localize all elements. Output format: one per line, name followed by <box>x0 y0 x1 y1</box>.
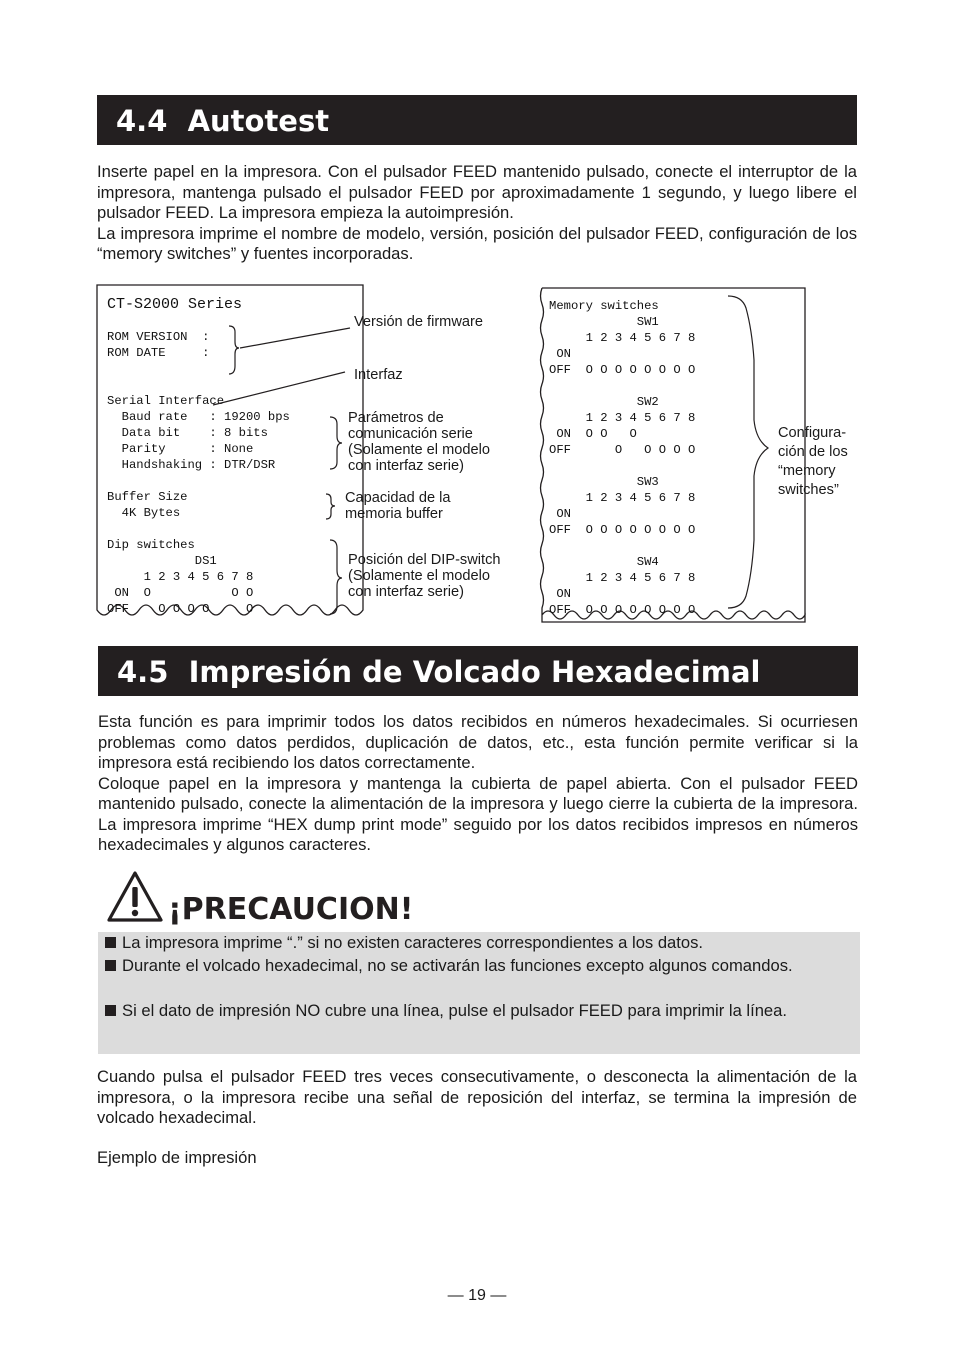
bullet-square-icon <box>105 937 116 948</box>
printout-right-line: SW2 <box>549 395 659 409</box>
printout-left-line: Serial Interface <box>107 394 225 408</box>
hexdump-paragraph-1: Esta función es para imprimir todos los datos recibidos en números hexadecimales. Si ocurriesen problemas como datos perdidos, duplicación de datos, etc., esta función permite verificar si la impresora está recibiendo los datos correctamente. <box>98 712 858 772</box>
printout-right-line: 1 2 3 4 5 6 7 8 <box>549 491 696 505</box>
printout-right-text <box>549 298 695 618</box>
printout-right-line: Memory switches <box>549 299 659 313</box>
hexdump-end-description: Cuando pulsa el pulsador FEED tres veces consecutivamente, o desconecta la alimentación de la impresora, o la impresora recibe una señal de reposición del interfaz, se termina la impresión de volcado hexadecimal. <box>97 1067 857 1127</box>
printout-right-line: 1 2 3 4 5 6 7 8 <box>549 571 696 585</box>
buffer-bracket <box>326 494 335 519</box>
printout-right-line: SW4 <box>549 555 659 569</box>
bullet-square-icon <box>105 960 116 971</box>
printout-right-line <box>549 378 695 394</box>
hexdump-description <box>98 712 858 856</box>
annotation-comm-params: Parámetros de comunicación serie (Solamente el modelo con interfaz serie) <box>348 410 490 474</box>
printout-right-line: 1 2 3 4 5 6 7 8 <box>549 411 696 425</box>
annotation-dip: Posición del DIP-switch (Solamente el modelo con interfaz serie) <box>348 552 501 600</box>
caution-item: Durante el volcado hexadecimal, no se activarán las funciones excepto algunos comandos. <box>98 955 860 978</box>
caution-item: Si el dato de impresión NO cubre una línea, pulse el pulsador FEED para imprimir la línea. <box>98 1000 860 1023</box>
annotation-memsw: Configura- ción de los “memory switches” <box>778 425 848 498</box>
memsw-bracket <box>720 290 780 620</box>
printout-right-line: SW1 <box>549 315 659 329</box>
printout-left-line: Data bit : 8 bits <box>107 426 268 440</box>
autotest-paragraph-2: La impresora imprime el nombre de modelo, versión, posición del pulsador FEED, configuración de los “memory switches” y fuentes incorporadas. <box>97 223 857 263</box>
page-number: — 19 — <box>447 1287 507 1304</box>
printout-left-line: OFF O O O O O <box>107 602 254 616</box>
annotation-firmware: Versión de firmware <box>354 314 483 330</box>
printout-left-line: ROM DATE : <box>107 346 210 360</box>
printout-right-line: OFF O O O O O O O O <box>549 603 696 617</box>
printout-left-line: Dip switches <box>107 538 195 552</box>
annotation-interface: Interfaz <box>354 367 403 383</box>
printout-right-line <box>549 458 695 474</box>
printout-right-line: ON <box>549 347 571 361</box>
printout-left-line: Baud rate : 19200 bps <box>107 410 290 424</box>
printout-right-line: OFF O O O O O O O O <box>549 363 696 377</box>
dip-bracket <box>330 540 342 614</box>
annotation-buffer: Capacidad de la memoria buffer <box>345 490 451 522</box>
section-title: 4.4 Autotest <box>116 104 330 138</box>
printout-right-line <box>549 538 695 554</box>
printout-left-line: ROM VERSION : <box>107 330 210 344</box>
comm-bracket <box>330 417 342 469</box>
printout-right-line: OFF O O O O O O O O <box>549 523 696 537</box>
printout-left-line: Parity : None <box>107 442 254 456</box>
example-label: Ejemplo de impresión <box>97 1148 257 1167</box>
printout-left-line: Handshaking : DTR/DSR <box>107 458 276 472</box>
printout-left-title: CT-S2000 Series <box>107 296 243 313</box>
printout-right-line: SW3 <box>549 475 659 489</box>
printout-left-line: ON O O O <box>107 586 254 600</box>
hexdump-paragraph-2: Coloque papel en la impresora y mantenga la cubierta de papel abierta. Con el pulsador FEED mantenido pulsado, conecte la alimentación de la impresora y luego cierre la cubierta de la impresora. La impresora imprime “HEX dump print mode” seguido por los datos recibidos impresos en números hexadecimales y algunos caracteres. <box>98 773 858 854</box>
interface-leader <box>213 372 345 405</box>
printout-right-line: ON <box>549 507 571 521</box>
printout-right-line: ON O O O <box>549 427 637 441</box>
rom-bracket <box>229 326 239 374</box>
bullet-square-icon <box>105 1005 116 1016</box>
printout-left-line: DS1 <box>107 554 217 568</box>
firmware-leader <box>240 328 350 348</box>
printout-left-line: Buffer Size <box>107 490 188 504</box>
section-title: 4.5 Impresión de Volcado Hexadecimal <box>117 655 761 689</box>
section-heading-hexdump <box>98 646 858 696</box>
printout-left-line: 1 2 3 4 5 6 7 8 <box>107 570 254 584</box>
caution-title: ¡PRECAUCION! <box>168 892 414 927</box>
printout-right-line: OFF O O O O O <box>549 443 696 457</box>
autotest-paragraph-1: Inserte papel en la impresora. Con el pulsador FEED mantenido pulsado, conecte el interruptor de la impresora, mantenga pulsado el pulsador FEED por aproximadamente 1 segundo, y luego libere el pulsador FEED. La impresora empieza la autoimpresión. <box>97 162 857 222</box>
printout-left-line: 4K Bytes <box>107 506 181 520</box>
caution-item: La impresora imprime “.” si no existen caracteres correspondientes a los datos. <box>98 932 860 955</box>
warning-triangle-icon <box>106 870 164 924</box>
caution-box <box>98 932 860 1054</box>
printout-right-line: ON <box>549 587 571 601</box>
printout-right-line: 1 2 3 4 5 6 7 8 <box>549 331 696 345</box>
